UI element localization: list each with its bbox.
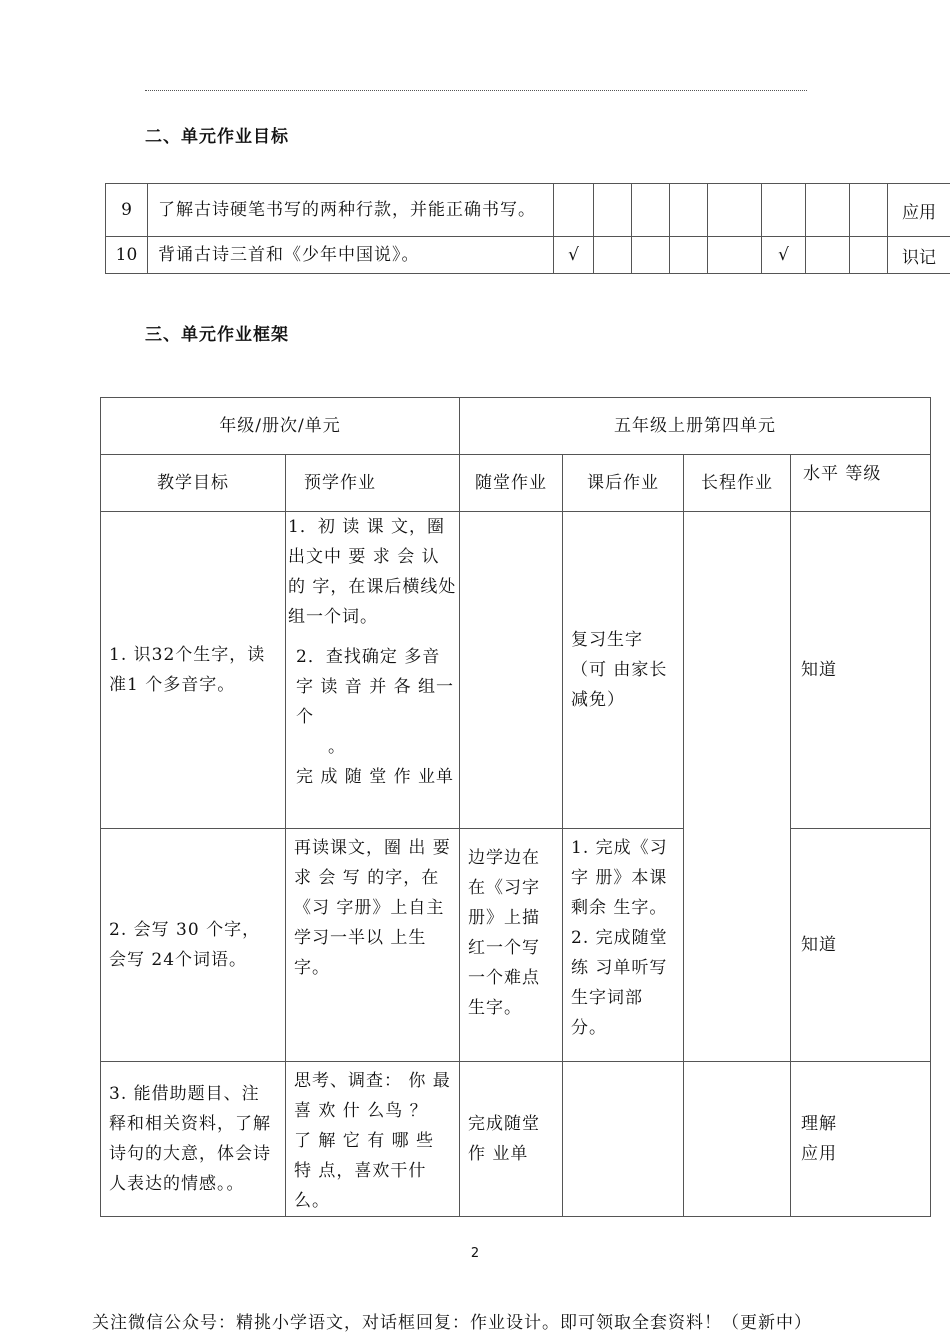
row-long [684, 512, 791, 1062]
table-row [106, 184, 950, 237]
page-number: 2 [470, 1246, 480, 1261]
goal-check [632, 184, 670, 237]
row-goal: 1. 识32个生字，读准1 个多音字。 [101, 512, 286, 829]
goal-check [708, 184, 762, 237]
goal-check [594, 237, 632, 274]
goal-check [632, 237, 670, 274]
section-heading-framework: 三、单元作业框架 [145, 325, 289, 345]
row-after-line: 2. 完成随堂练 习单听写生字词部分。 [571, 928, 668, 1038]
goal-check [670, 184, 708, 237]
header-after: 课后作业 [563, 455, 684, 512]
row-pre [286, 512, 460, 829]
row-level: 知道 [791, 512, 931, 829]
goal-check [806, 184, 850, 237]
framework-table [100, 397, 931, 1217]
row-pre-line: 1．初 读 课 文，圈出文中 要 求 会 认 的 字，在课后横线处组一个词。 [288, 517, 457, 627]
row-class: 完成随堂作 业单 [460, 1062, 563, 1217]
section-heading-goals: 二、单元作业目标 [145, 127, 289, 147]
header-goal: 教学目标 [101, 455, 286, 512]
grade-value: 五年级上册第四单元 [460, 398, 931, 455]
goal-level: 识记 [888, 237, 950, 274]
header-class: 随堂作业 [460, 455, 563, 512]
row-after [563, 829, 684, 1062]
goal-number: 9 [106, 184, 148, 237]
goal-text: 背诵古诗三首和《少年中国说》。 [148, 237, 554, 274]
row-level: 知道 [791, 829, 931, 1062]
row-pre: 思考、调查： 你 最 喜 欢 什 么鸟 ？ 了 解 它 有 哪 些 特 点，喜欢干什么。 [286, 1062, 460, 1217]
row-pre-line: 。 [328, 737, 346, 757]
row-class: 边学边在在《习字册》上描红一个写一个难点 生字。 [460, 829, 563, 1062]
goal-check [670, 237, 708, 274]
table-row [101, 829, 931, 1062]
row-level-line: 应用 [801, 1144, 837, 1164]
row-long [684, 1062, 791, 1217]
row-pre-line: 2．查找确定 多音 字 读 音 并 各 组一个 [296, 647, 455, 727]
goal-text: 了解古诗硬笔书写的两种行款，并能正确书写。 [148, 184, 554, 237]
footer-notice: 关注微信公众号：精挑小学语文，对话框回复：作业设计。即可领取全套资料！（更新中） [92, 1313, 812, 1333]
goal-check [850, 237, 888, 274]
row-goal: 3. 能借助题目、注释和相关资料，了解诗句的大意，体会诗人表达的情感。。 [101, 1062, 286, 1217]
goal-check [762, 184, 806, 237]
row-goal: 2. 会写 30 个字，会写 24个词语。 [101, 829, 286, 1062]
header-level: 水平 等级 [791, 455, 931, 512]
table-row [106, 237, 950, 274]
table-row [101, 1062, 931, 1217]
goal-level: 应用 [888, 184, 950, 237]
row-pre-line: 完 成 随 堂 作 业单 [296, 767, 455, 787]
table-row [101, 455, 931, 512]
row-level [791, 1062, 931, 1217]
goal-check [708, 237, 762, 274]
row-after: 复习生字（可 由家长减免） [563, 512, 684, 829]
row-after [563, 1062, 684, 1217]
goal-number: 10 [106, 237, 148, 274]
header-long: 长程作业 [684, 455, 791, 512]
row-pre: 再读课文，圈 出 要 求 会 写 的字，在《习 字册》上自主 学习一半以 上生字。 [286, 829, 460, 1062]
row-level-line: 理解 [801, 1114, 837, 1134]
row-class [460, 512, 563, 829]
goal-check: √ [762, 237, 806, 274]
header-pre: 预学作业 [286, 455, 460, 512]
goals-table [105, 183, 950, 274]
goal-check [554, 184, 594, 237]
header-rule [145, 90, 807, 91]
goal-check [850, 184, 888, 237]
table-row [101, 512, 931, 829]
row-after-line: 1. 完成《习字 册》本课剩余 生字。 [571, 838, 668, 918]
goal-check [594, 184, 632, 237]
grade-label: 年级/册次/单元 [101, 398, 460, 455]
goal-check [806, 237, 850, 274]
goal-check: √ [554, 237, 594, 274]
table-row [101, 398, 931, 455]
